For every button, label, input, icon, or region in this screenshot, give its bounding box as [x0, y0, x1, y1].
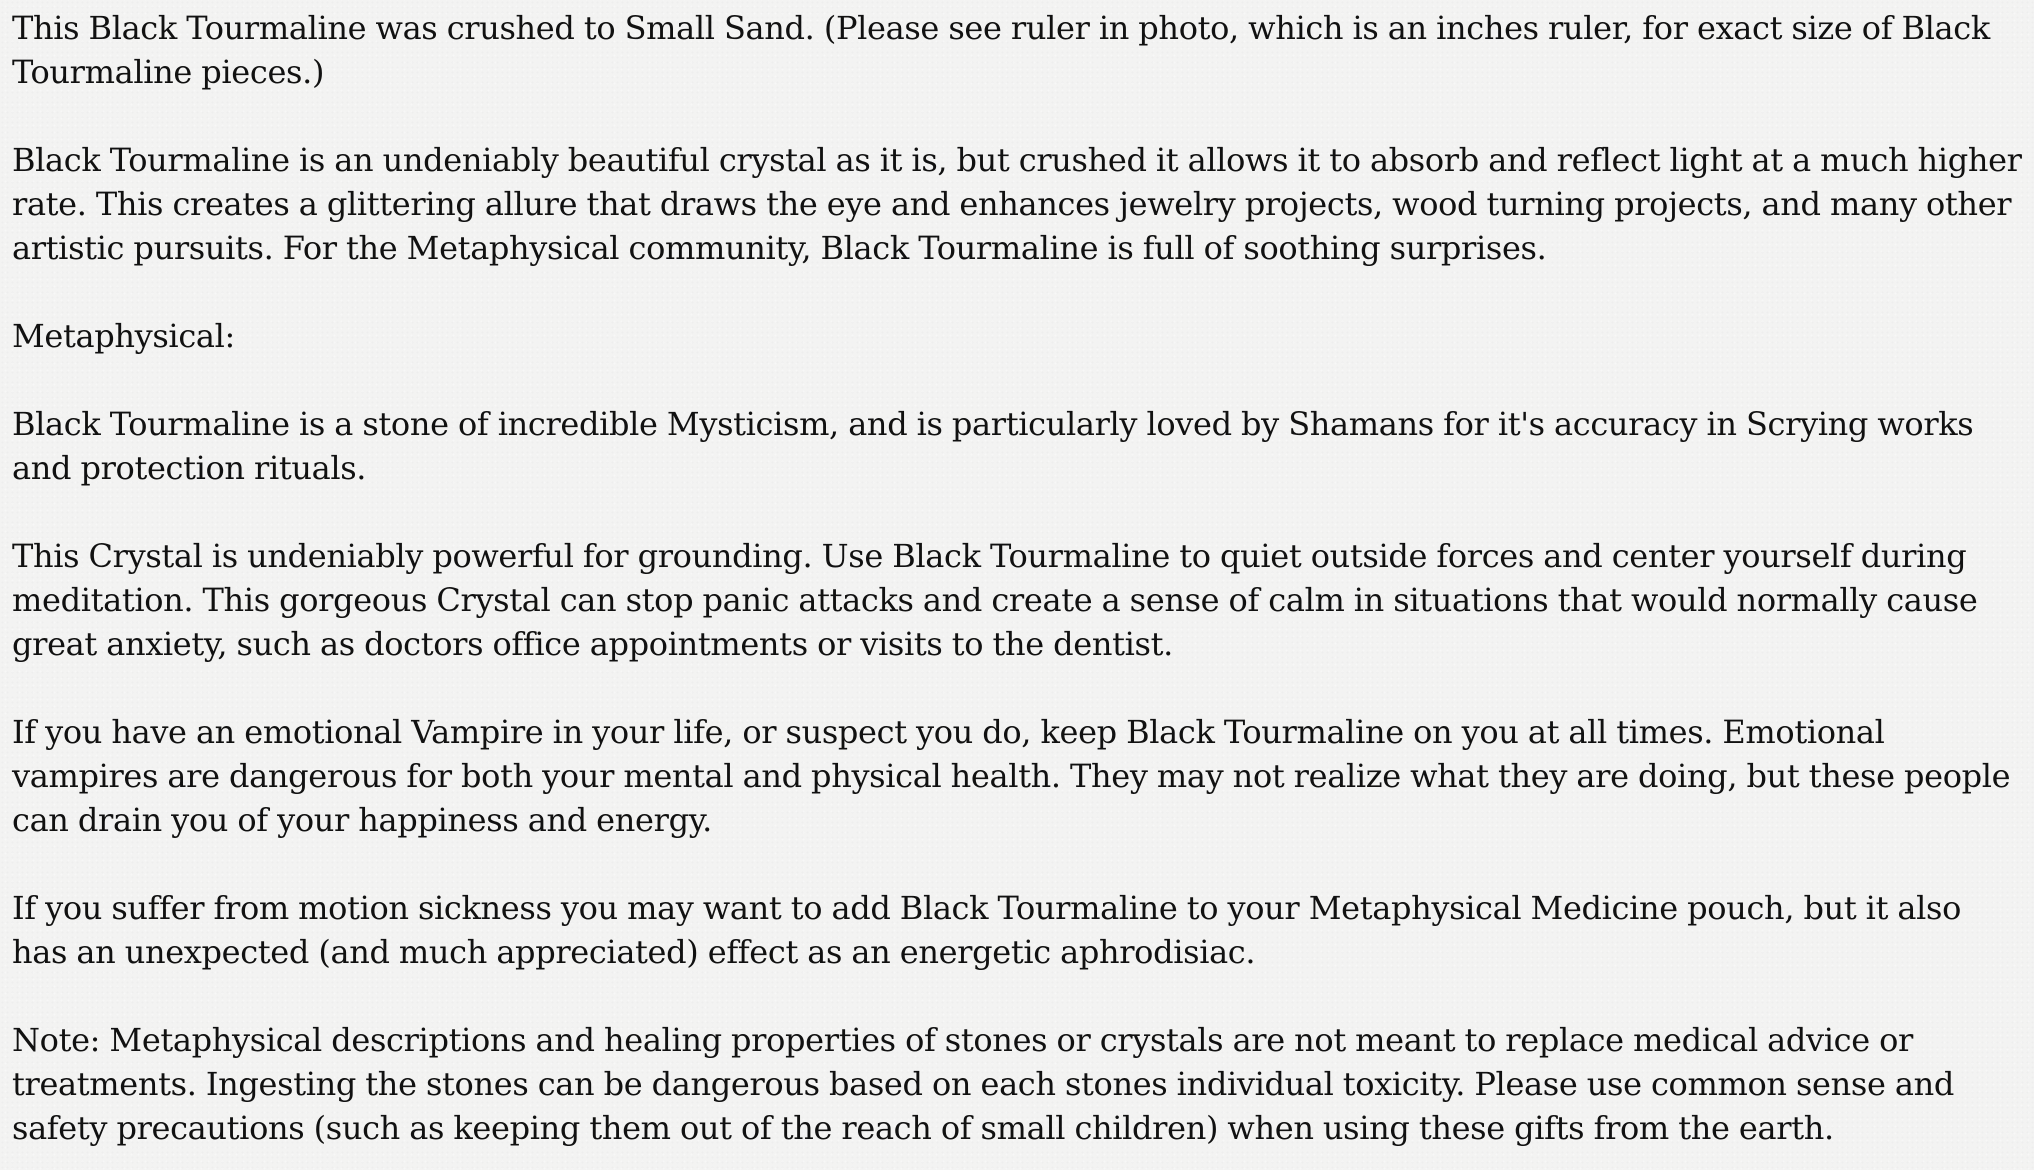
metaphysical-heading: Metaphysical: — [12, 317, 235, 355]
motion-sickness-paragraph: If you suffer from motion sickness you may want to add Black Tourmaline to your Metaphysical Medicine pouch, but it also has an unexpected (and much appreciated) effect as an energetic aphrodisiac. — [12, 889, 1962, 971]
emotional-vampire-paragraph: If you have an emotional Vampire in your life, or suspect you do, keep Black Tourmaline on you at all times. Emotional vampires are dangerous for both your mental and physical health. They may not realize what they are doing, but these people can drain you of your happiness and energy. — [12, 713, 2011, 839]
intro-paragraph: This Black Tourmaline was crushed to Small Sand. (Please see ruler in photo, which is an inches ruler, for exact size of Black Tourmaline pieces.) — [12, 9, 1990, 91]
product-description — [12, 6, 2024, 1150]
crushed-benefits-paragraph: Black Tourmaline is an undeniably beautiful crystal as it is, but crushed it allows it to absorb and reflect light at a much higher rate. This creates a glittering allure that draws the eye and enhances jewelry projects, wood turning projects, and many other artistic pursuits. For the Metaphysical community, Black Tourmaline is full of soothing surprises. — [12, 141, 2022, 267]
mysticism-paragraph: Black Tourmaline is a stone of incredible Mysticism, and is particularly loved by Shamans for it's accuracy in Scrying works and protection rituals. — [12, 405, 1974, 487]
disclaimer-note-paragraph: Note: Metaphysical descriptions and healing properties of stones or crystals are not meant to replace medical advice or treatments. Ingesting the stones can be dangerous based on each stones individual toxicity. Please use common sense and safety precautions (such as keeping them out of the reach of small children) when using these gifts from the earth. — [12, 1021, 1954, 1147]
grounding-paragraph: This Crystal is undeniably powerful for grounding. Use Black Tourmaline to quiet outside forces and center yourself during meditation. This gorgeous Crystal can stop panic attacks and create a sense of calm in situations that would normally cause great anxiety, such as doctors office appointments or visits to the dentist. — [12, 537, 1978, 663]
